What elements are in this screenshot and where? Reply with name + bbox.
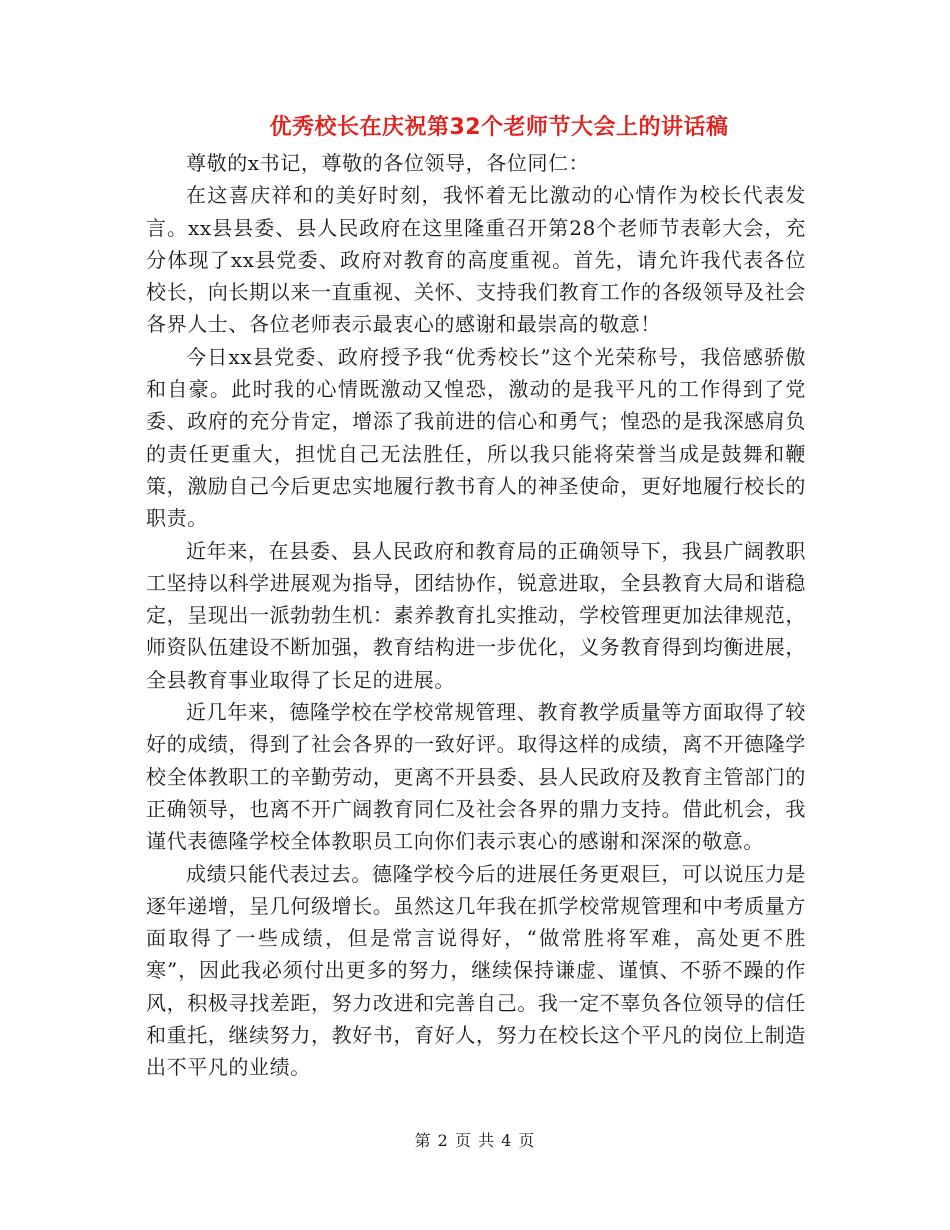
paragraph: 成绩只能代表过去。德隆学校今后的进展任务更艰巨，可以说压力是逐年递增，呈几何级增长。虽然这几年我在抓学校常规管理和中考质量方面取得了一些成绩，但是常言说得好，“做常胜将军难，高处更不胜寒”，因此我必须付出更多的努力，继续保持谦虚、谨慎、不骄不躁的作风，积极寻找差距，努力改进和完善自己。我一定不辜负各位领导的信任和重托，继续努力，教好书，育好人，努力在校长这个平凡的岗位上制造出不平凡的业绩。 — [146, 861, 806, 1080]
paragraph: 近年来，在县委、县人民政府和教育局的正确领导下，我县广阔教职工坚持以科学进展观为指导，团结协作，锐意进取，全县教育大局和谐稳定，呈现出一派勃勃生机：素养教育扎实推动，学校管理更加法律规范，师资队伍建设不断加强，教育结构进一步优化，义务教育得到均衡进展，全县教育事业取得了长足的进展。 — [146, 538, 806, 692]
paragraph-salutation: 尊敬的x书记，尊敬的各位领导，各位同仁： — [186, 151, 590, 175]
paragraph: 今日xx县党委、政府授予我“优秀校长”这个光荣称号，我倍感骄傲和自豪。此时我的心情既激动又惶恐，激动的是我平凡的工作得到了党委、政府的充分肯定，增添了我前进的信心和勇气；惶恐的是我深感肩负的责任更重大，担忧自己无法胜任，所以我只能将荣誉当成是鼓舞和鞭策，激励自己今后更忠实地履行教书育人的神圣使命，更好地履行校长的职责。 — [146, 344, 806, 531]
paragraph: 近几年来，德隆学校在学校常规管理、教育教学质量等方面取得了较好的成绩，得到了社会各界的一致好评。取得这样的成绩，离不开德隆学校全体教职工的辛勤劳动，更离不开县委、县人民政府及教育主管部门的正确领导，也离不开广阔教育同仁及社会各界的鼎力支持。借此机会，我谨代表德隆学校全体教职员工向你们表示衷心的感谢和深深的敬意。 — [146, 700, 806, 854]
paragraph: 在这喜庆祥和的美好时刻，我怀着无比激动的心情作为校长代表发言。xx县县委、县人民政府在这里隆重召开第28个老师节表彰大会，充分体现了xx县党委、政府对教育的高度重视。首先，请允许我代表各位校长，向长期以来一直重视、关怀、支持我们教育工作的各级领导及社会各界人士、各位老师表示最衷心的感谢和最崇高的敬意！ — [146, 183, 806, 337]
document-title: 优秀校长在庆祝第32个老师节大会上的讲话稿 — [269, 115, 729, 140]
document-body — [146, 147, 806, 1084]
page-number-footer: 第 2 页 共 4 页 — [414, 1131, 536, 1150]
